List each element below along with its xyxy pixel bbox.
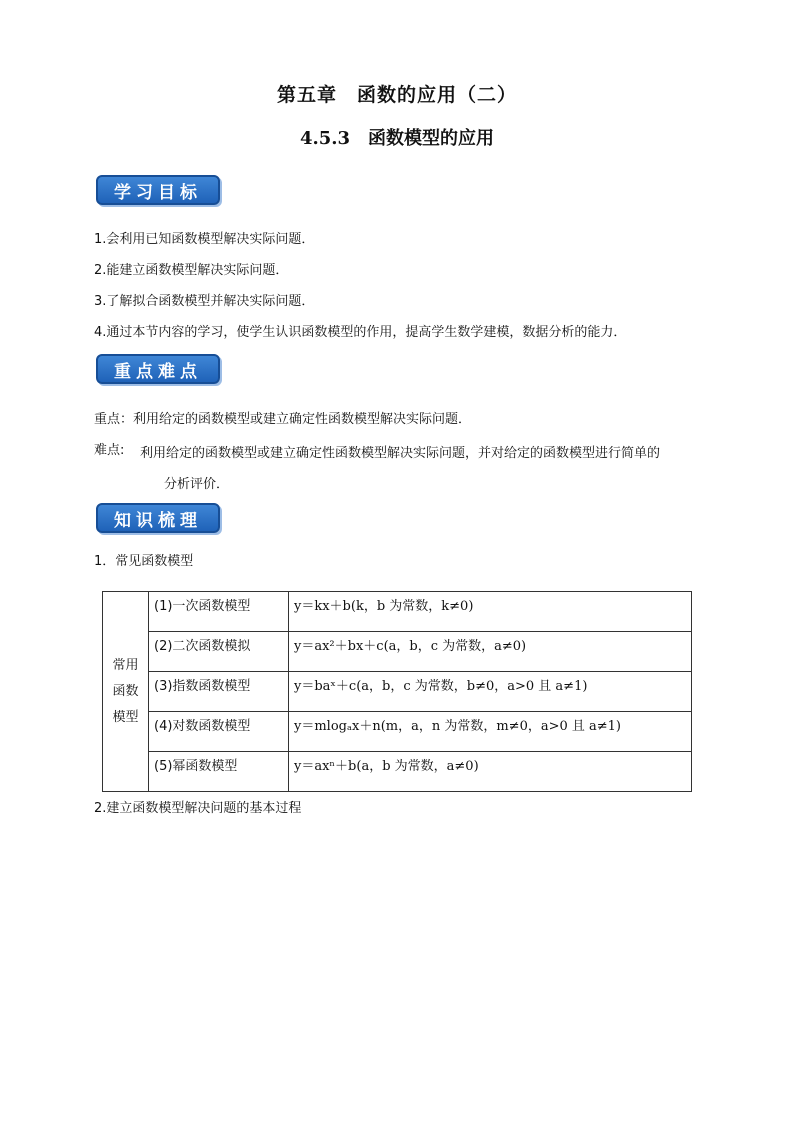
table-row — [103, 592, 692, 632]
difficulty-label: 难点: — [94, 443, 125, 458]
model-name: (2)二次函数模拟 — [149, 632, 289, 672]
knowledge-item-2: 2.建立函数模型解决问题的基本过程 — [94, 801, 302, 816]
model-formula: y＝ax²＋bx＋c(a，b，c 为常数，a≠0) — [289, 632, 692, 672]
model-name: (3)指数函数模型 — [149, 672, 289, 712]
model-formula: y＝baˣ＋c(a，b，c 为常数，b≠0，a>0 且 a≠1) — [289, 672, 692, 712]
category-text: 函数 — [112, 683, 139, 699]
goals-badge: 学习目标 — [96, 175, 220, 205]
category-cell — [103, 592, 149, 792]
goal-item: 2.能建立函数模型解决实际问题． — [94, 263, 289, 278]
function-models-table — [102, 591, 692, 792]
category-text: 模型 — [112, 709, 139, 725]
table-row — [103, 752, 692, 792]
difficulty-text-cont: 分析评价． — [164, 477, 230, 492]
chapter-title: 第五章 函数的应用（二） — [276, 84, 517, 106]
goal-item: 1.会利用已知函数模型解决实际问题． — [94, 232, 315, 247]
table-row — [103, 632, 692, 672]
model-name: (5)幂函数模型 — [149, 752, 289, 792]
knowledge-badge: 知识梳理 — [96, 503, 220, 533]
table-row — [103, 672, 692, 712]
key-points-badge: 重点难点 — [96, 354, 220, 384]
model-name: (4)对数函数模型 — [149, 712, 289, 752]
difficulty-text: 利用给定的函数模型或建立确定性函数模型解决实际问题，并对给定的函数模型进行简单的 — [140, 446, 661, 461]
model-formula: y＝mlogₐx＋n(m，a，n 为常数，m≠0，a>0 且 a≠1) — [289, 712, 692, 752]
goal-item: 3.了解拟合函数模型并解决实际问题． — [94, 294, 315, 309]
focus-text: 重点：利用给定的函数模型或建立确定性函数模型解决实际问题． — [94, 412, 472, 427]
goal-item: 4.通过本节内容的学习，使学生认识函数模型的作用，提高学生数学建模，数据分析的能力． — [94, 325, 627, 340]
table-row — [103, 712, 692, 752]
knowledge-item-1: 1．常见函数模型 — [94, 554, 194, 569]
section-title: 4.5.3 函数模型的应用 — [299, 128, 495, 149]
model-formula: y＝kx＋b(k，b 为常数，k≠0) — [289, 592, 692, 632]
model-name: (1)一次函数模型 — [149, 592, 289, 632]
model-formula: y＝axⁿ＋b(a，b 为常数，a≠0) — [289, 752, 692, 792]
category-text: 常用 — [112, 657, 139, 673]
